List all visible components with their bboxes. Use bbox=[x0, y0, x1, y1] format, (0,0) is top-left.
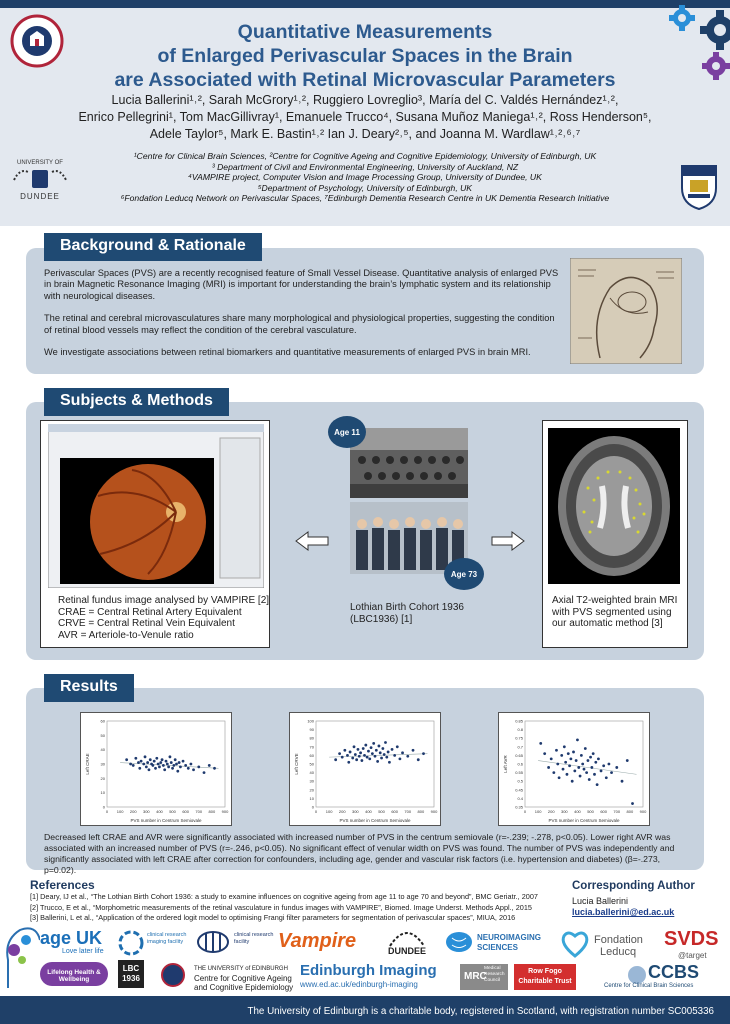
dundee-logo-text: DUNDEE bbox=[20, 192, 60, 201]
neuroimaging-logo-line-1: NEUROIMAGING bbox=[477, 933, 541, 942]
title-line-1: Quantitative Measurements bbox=[237, 21, 493, 43]
data-point bbox=[594, 761, 597, 764]
edinburgh-imaging-logo: Edinburgh Imaging bbox=[300, 962, 437, 979]
y-tick-label: 0.45 bbox=[515, 787, 523, 793]
y-tick-label: 80 bbox=[309, 735, 314, 741]
data-point bbox=[192, 768, 195, 771]
data-point bbox=[579, 775, 582, 778]
data-point bbox=[360, 759, 363, 762]
crf-logo-icon bbox=[196, 930, 230, 954]
gears-icon bbox=[660, 4, 730, 84]
y-tick-label: 0.8 bbox=[517, 727, 523, 733]
data-point bbox=[543, 752, 546, 755]
data-point bbox=[608, 763, 611, 766]
data-point bbox=[422, 752, 425, 755]
data-point bbox=[384, 741, 387, 744]
age-73-badge: Age 73 bbox=[444, 558, 484, 590]
data-point bbox=[631, 802, 634, 805]
y-tick-label: 100 bbox=[307, 718, 314, 724]
y-tick-label: 0.5 bbox=[517, 778, 523, 784]
data-point bbox=[178, 761, 181, 764]
trend-line bbox=[329, 754, 427, 757]
affiliations bbox=[60, 151, 670, 204]
brain-mri-image bbox=[548, 428, 680, 584]
data-point bbox=[155, 757, 158, 760]
university-of-edinburgh-logo bbox=[10, 12, 64, 70]
corresponding-author-name: Lucia Ballerini bbox=[572, 896, 629, 906]
authors-line-2: Enrico Pellegrini¹, Tom MacGillivray¹, Emanuele Trucco⁴, Susana Muñoz Maniega¹˒², Ross Henderson⁵, bbox=[78, 110, 652, 124]
data-point bbox=[563, 745, 566, 748]
corresponding-author-email[interactable]: lucia.ballerini@ed.ac.uk bbox=[572, 907, 675, 917]
data-point bbox=[396, 745, 399, 748]
data-point bbox=[145, 765, 148, 768]
data-point bbox=[175, 763, 178, 766]
dundee-arch-icon bbox=[386, 926, 428, 948]
cohort-caption-line-1: Lothian Birth Cohort 1936 bbox=[350, 602, 464, 613]
background-paragraph-3: We investigate associations between retinal biomarkers and quantitative measurements of enlarged PVS in brain MRI. bbox=[44, 347, 531, 358]
y-tick-label: 50 bbox=[309, 761, 314, 767]
data-point bbox=[393, 754, 396, 757]
x-tick-label: 700 bbox=[404, 809, 412, 814]
background-text bbox=[44, 268, 559, 369]
data-point bbox=[171, 767, 174, 770]
svds-logo: SVDS bbox=[664, 928, 719, 950]
y-tick-label: 10 bbox=[309, 795, 314, 801]
university-of-dundee-logo bbox=[8, 160, 72, 210]
plot-area bbox=[316, 721, 434, 807]
x-tick-label: 200 bbox=[338, 809, 346, 814]
x-tick-label: 200 bbox=[547, 809, 555, 814]
x-tick-label: 300 bbox=[560, 809, 568, 814]
leducq-logo-line-1: Fondation bbox=[594, 934, 643, 946]
fundus-caption bbox=[58, 595, 269, 641]
data-point bbox=[179, 765, 182, 768]
data-point bbox=[576, 739, 579, 742]
university-crest-icon bbox=[680, 164, 718, 210]
crif-circle-icon bbox=[118, 930, 144, 956]
cohort-age-11-photo bbox=[350, 428, 468, 498]
data-point bbox=[573, 769, 576, 772]
y-axis-label: Left CRVE bbox=[294, 753, 299, 775]
dundee-crest-icon bbox=[8, 166, 72, 192]
data-point bbox=[567, 752, 570, 755]
ccace-logo-line-3: and Cognitive Epidemiology bbox=[194, 983, 294, 992]
data-point bbox=[581, 763, 584, 766]
reference-1: [1] Deary, IJ et al., “The Lothian Birth Cohort 1936: a study to examine influences on cognitive ageing from age 11 to age 70 and beyond”, BMC Geriatr., 2007 bbox=[30, 892, 538, 901]
data-point bbox=[560, 754, 563, 757]
data-point bbox=[610, 771, 613, 774]
x-tick-label: 200 bbox=[129, 809, 137, 814]
y-tick-label: 0.4 bbox=[517, 795, 523, 801]
data-point bbox=[592, 752, 595, 755]
y-tick-label: 10 bbox=[100, 790, 105, 796]
neuroimaging-brain-icon bbox=[444, 930, 474, 954]
fundus-caption-line-3: CRVE = Central Retinal Vein Equivalent bbox=[58, 618, 235, 629]
data-point bbox=[146, 761, 149, 764]
y-tick-label: 0.85 bbox=[515, 718, 523, 724]
data-point bbox=[388, 761, 391, 764]
cohort-caption bbox=[350, 602, 470, 625]
y-tick-label: 60 bbox=[100, 718, 105, 724]
y-axis-label: Left AVR bbox=[503, 755, 508, 773]
affiliation-4: ⁵Department of Psychology, University of Edinburgh, UK bbox=[257, 182, 473, 193]
age-uk-logo: age UK bbox=[40, 928, 103, 948]
data-point bbox=[349, 751, 352, 754]
data-point bbox=[558, 776, 561, 779]
data-point bbox=[569, 757, 572, 760]
data-point bbox=[589, 756, 592, 759]
ccace-logo-line-2: Centre for Cognitive Ageing bbox=[194, 974, 292, 983]
data-point bbox=[167, 765, 170, 768]
x-tick-label: 400 bbox=[156, 809, 163, 814]
data-point bbox=[621, 780, 624, 783]
data-point bbox=[137, 761, 140, 764]
data-point bbox=[626, 759, 629, 762]
data-point bbox=[374, 755, 377, 758]
ccbs-logo: CCBS bbox=[648, 962, 700, 982]
data-point bbox=[166, 763, 169, 766]
age-11-badge: Age 11 bbox=[328, 416, 366, 448]
data-point bbox=[341, 756, 344, 759]
footer-text: The University of Edinburgh is a charitable body, registered in Scotland, with registration number SC005336 bbox=[0, 996, 730, 1024]
x-tick-label: 400 bbox=[574, 809, 581, 814]
data-point bbox=[597, 757, 600, 760]
y-axis-label: Left CRAE bbox=[85, 753, 90, 775]
title-line-3: are Associated with Retinal Microvascular Parameters bbox=[114, 69, 616, 91]
data-point bbox=[568, 764, 571, 767]
data-point bbox=[203, 771, 206, 774]
data-point bbox=[208, 764, 211, 767]
neuroimaging-logo-line-2: SCIENCES bbox=[477, 943, 518, 952]
ccace-logo-line-1: THE UNIVERSITY of EDINBURGH bbox=[194, 966, 288, 972]
data-point bbox=[383, 753, 386, 756]
corresponding-author-heading: Corresponding Author bbox=[572, 880, 695, 892]
vampire-software-screenshot bbox=[48, 424, 264, 588]
x-tick-label: 400 bbox=[365, 809, 372, 814]
authors-line-1: Lucia Ballerini¹˒², Sarah McGrory¹˒², Ruggiero Lovreglio³, María del C. Valdés Hernández¹˒², bbox=[111, 93, 619, 107]
x-tick-label: 800 bbox=[417, 809, 425, 814]
data-point bbox=[213, 767, 216, 770]
data-point bbox=[129, 763, 132, 766]
data-point bbox=[144, 755, 147, 758]
lbc1936-logo: LBC 1936 bbox=[118, 960, 144, 988]
data-point bbox=[368, 757, 371, 760]
data-point bbox=[588, 778, 591, 781]
data-point bbox=[417, 758, 420, 761]
x-tick-label: 600 bbox=[182, 809, 190, 814]
data-point bbox=[391, 748, 394, 751]
data-point bbox=[580, 754, 583, 757]
edinburgh-seal-small-icon bbox=[160, 962, 186, 988]
data-point bbox=[593, 773, 596, 776]
data-point bbox=[362, 747, 365, 750]
mri-caption-line-2: with PVS segmented using bbox=[552, 606, 672, 618]
data-point bbox=[380, 757, 383, 760]
author-list bbox=[60, 92, 670, 143]
data-point bbox=[163, 768, 166, 771]
x-tick-label: 300 bbox=[142, 809, 150, 814]
x-axis-label: PVS number in Centrum Semiovale bbox=[339, 818, 411, 823]
data-point bbox=[555, 749, 558, 752]
x-tick-label: 100 bbox=[116, 809, 124, 814]
data-point bbox=[372, 742, 375, 745]
leducq-logo-line-2: Leducq bbox=[600, 946, 637, 958]
mrc-logo: MRC bbox=[460, 964, 508, 990]
data-point bbox=[584, 747, 587, 750]
y-tick-label: 20 bbox=[100, 775, 105, 781]
scatter-chart-left-crae bbox=[80, 712, 232, 826]
fundus-caption-line-2: CRAE = Central Retinal Artery Equivalent bbox=[58, 606, 242, 618]
affiliation-2: ³ Department of Civil and Environmental Engineering, University of Auckland, NZ bbox=[211, 161, 519, 172]
data-point bbox=[366, 756, 369, 759]
data-point bbox=[605, 776, 608, 779]
data-point bbox=[379, 751, 382, 754]
x-tick-label: 0 bbox=[523, 809, 527, 814]
x-tick-label: 100 bbox=[534, 809, 542, 814]
x-tick-label: 500 bbox=[587, 809, 594, 814]
data-point bbox=[187, 767, 190, 770]
data-point bbox=[566, 773, 569, 776]
data-point bbox=[363, 754, 366, 757]
edinburgh-imaging-url: www.ed.ac.uk/edinburgh-imaging bbox=[300, 980, 418, 989]
x-tick-label: 700 bbox=[613, 809, 621, 814]
age-uk-tagline: Love later life bbox=[62, 948, 104, 955]
x-axis-label: PVS number in Centrum Semiovale bbox=[548, 818, 620, 823]
data-point bbox=[585, 771, 588, 774]
data-point bbox=[149, 758, 152, 761]
x-tick-label: 500 bbox=[169, 809, 176, 814]
methods-heading: Subjects & Methods bbox=[44, 388, 229, 416]
data-point bbox=[375, 749, 378, 752]
x-tick-label: 100 bbox=[325, 809, 333, 814]
dundee-logo-top: UNIVERSITY OF bbox=[17, 160, 63, 166]
data-point bbox=[572, 751, 575, 754]
data-point bbox=[353, 745, 356, 748]
data-point bbox=[412, 749, 415, 752]
y-tick-label: 0.7 bbox=[517, 744, 523, 750]
poster-title bbox=[90, 20, 640, 92]
reference-3: [3] Ballerini, L et al., “Application of the ordered logit model to optimising Frangi filter parameters for segmentation of perivascular spaces”, MIUA, 2016 bbox=[30, 913, 516, 922]
data-point bbox=[354, 753, 357, 756]
data-point bbox=[381, 747, 384, 750]
data-point bbox=[159, 761, 162, 764]
authors-line-3: Adele Taylor⁵, Mark E. Bastin¹˒² Ian J. Deary²˒⁵, and Joanna M. Wardlaw¹˒²˒⁶˒⁷ bbox=[149, 127, 581, 141]
x-tick-label: 300 bbox=[351, 809, 359, 814]
y-tick-label: 70 bbox=[309, 744, 314, 750]
title-line-2: of Enlarged Perivascular Spaces in the Brain bbox=[157, 45, 573, 67]
data-point bbox=[162, 764, 165, 767]
data-point bbox=[347, 761, 350, 764]
dundee-sponsor-logo: DUNDEE bbox=[388, 946, 427, 956]
data-point bbox=[602, 764, 605, 767]
data-point bbox=[406, 755, 409, 758]
data-point bbox=[346, 754, 349, 757]
data-point bbox=[170, 761, 173, 764]
vampire-logo: Vampire bbox=[278, 930, 357, 952]
data-point bbox=[153, 760, 156, 763]
background-paragraph-2: The retinal and cerebral microvasculatures share many morphological and physiological properties, suggesting the condition of retinal blood vessels may reflect the condition of the cerebral vasculature. bbox=[44, 313, 555, 335]
background-paragraph-1: Perivascular Spaces (PVS) are a recently recognised feature of Small Vessel Disease. Quantitative analysis of enlarged PVS in brain Magnetic Resonance Imaging (MRI) is important for understanding the brain’s lymphatic system and its relationship with neurological diseases. bbox=[44, 268, 559, 301]
svds-logo-subtitle: @target bbox=[678, 951, 707, 960]
affiliation-1: ¹Centre for Clinical Brain Sciences, ²Centre for Cognitive Ageing and Cognitive Epidemiology, University of Edinburgh, UK bbox=[133, 151, 597, 161]
data-point bbox=[371, 752, 374, 755]
fundus-caption-line-4: AVR = Arteriole-to-Venule ratio bbox=[58, 629, 194, 641]
y-tick-label: 50 bbox=[100, 732, 105, 738]
y-tick-label: 30 bbox=[309, 778, 314, 784]
references-heading: References bbox=[30, 878, 95, 892]
data-point bbox=[184, 764, 187, 767]
data-point bbox=[539, 742, 542, 745]
affiliation-3: ⁴VAMPIRE project, Computer Vision and Image Processing Group, University of Dundee, UK bbox=[188, 172, 542, 183]
x-tick-label: 600 bbox=[600, 809, 608, 814]
mri-caption-line-3: our automatic method [3] bbox=[552, 618, 663, 629]
y-tick-label: 0.75 bbox=[515, 735, 523, 741]
x-tick-label: 800 bbox=[208, 809, 216, 814]
y-tick-label: 0.35 bbox=[515, 804, 523, 810]
x-tick-label: 700 bbox=[195, 809, 203, 814]
mri-caption-line-1: Axial T2-weighted brain MRI bbox=[552, 595, 678, 606]
results-heading: Results bbox=[44, 674, 134, 702]
x-tick-label: 0 bbox=[314, 809, 318, 814]
y-tick-label: 20 bbox=[309, 787, 314, 793]
results-text: Decreased left CRAE and AVR were significantly associated with increased number of PVS in the centrum semiovale (r=-.239; -.278, p<0.05). Lower right AVR was associated with an increased number of PVS (r=-.246, p<0.05). No significant effect of venular width on PVS was found. The number of PVS was independently and significantly associated with left CRAE after correction for confounders, including age, gender and vascular risk factors (i.e. hypertension and diabetes) (β=-.273, p=0.02). bbox=[44, 832, 675, 875]
reference-2: [2] Trucco, E et al., “Morphometric measurements of the retinal vasculature in fundus images with VAMPIRE”, Biomed. Image Underst. Methods Appl., 2015 bbox=[30, 902, 532, 912]
arrow-right-icon bbox=[490, 530, 526, 552]
header-strip bbox=[0, 0, 730, 8]
data-point bbox=[547, 766, 550, 769]
data-point bbox=[148, 768, 151, 771]
row-fogo-logo: Row Fogo Charitable Trust bbox=[514, 964, 576, 990]
data-point bbox=[564, 761, 567, 764]
data-point bbox=[359, 751, 362, 754]
y-tick-label: 0.55 bbox=[515, 770, 523, 776]
x-axis-label: PVS number in Centrum Semiovale bbox=[130, 818, 202, 823]
data-point bbox=[172, 764, 175, 767]
data-point bbox=[134, 757, 137, 760]
data-point bbox=[151, 764, 154, 767]
scatter-chart-left-avr bbox=[498, 712, 650, 826]
data-point bbox=[587, 759, 590, 762]
data-point bbox=[401, 751, 404, 754]
data-point bbox=[355, 758, 358, 761]
cohort-caption-line-2: (LBC1936) [1] bbox=[350, 613, 413, 625]
data-point bbox=[158, 765, 161, 768]
data-point bbox=[376, 760, 379, 763]
data-point bbox=[571, 780, 574, 783]
data-point bbox=[351, 757, 354, 760]
y-tick-label: 0 bbox=[102, 804, 105, 810]
data-point bbox=[165, 760, 168, 763]
data-point bbox=[577, 766, 580, 769]
mri-caption bbox=[552, 595, 677, 630]
data-point bbox=[161, 758, 164, 761]
x-tick-label: 600 bbox=[391, 809, 399, 814]
crf-logo: clinical research facility bbox=[234, 932, 274, 945]
data-point bbox=[138, 767, 141, 770]
data-point bbox=[169, 755, 172, 758]
data-point bbox=[157, 763, 160, 766]
data-point bbox=[358, 755, 361, 758]
data-point bbox=[174, 758, 177, 761]
fundus-caption-line-1: Retinal fundus image analysed by VAMPIRE [2] bbox=[58, 595, 270, 606]
y-tick-label: 40 bbox=[100, 747, 105, 753]
data-point bbox=[556, 763, 559, 766]
ccbs-logo-subtitle: Centre for Clinical Brain Sciences bbox=[604, 983, 694, 989]
data-point bbox=[575, 759, 578, 762]
gear-head-icon bbox=[0, 920, 40, 990]
data-point bbox=[590, 766, 593, 769]
x-tick-label: 800 bbox=[626, 809, 634, 814]
crif-logo: clinical research imaging facility bbox=[147, 932, 187, 945]
x-tick-label: 900 bbox=[221, 809, 229, 814]
y-tick-label: 0.65 bbox=[515, 752, 523, 758]
data-point bbox=[370, 746, 373, 749]
y-tick-label: 90 bbox=[309, 727, 314, 733]
y-tick-label: 40 bbox=[309, 770, 314, 776]
data-point bbox=[154, 767, 157, 770]
data-point bbox=[387, 751, 390, 754]
scatter-chart-left-crve bbox=[289, 712, 441, 826]
data-point bbox=[343, 749, 346, 752]
data-point bbox=[182, 760, 185, 763]
x-tick-label: 500 bbox=[378, 809, 385, 814]
data-point bbox=[334, 758, 337, 761]
data-point bbox=[596, 783, 599, 786]
data-point bbox=[357, 748, 360, 751]
y-tick-label: 60 bbox=[309, 752, 314, 758]
y-tick-label: 0.6 bbox=[517, 761, 523, 767]
data-point bbox=[125, 758, 128, 761]
data-point bbox=[399, 757, 402, 760]
data-point bbox=[562, 768, 565, 771]
x-tick-label: 900 bbox=[430, 809, 438, 814]
data-point bbox=[142, 763, 145, 766]
data-point bbox=[367, 750, 370, 753]
background-heading: Background & Rationale bbox=[44, 233, 262, 261]
leducq-heart-icon bbox=[558, 928, 592, 958]
data-point bbox=[385, 756, 388, 759]
x-tick-label: 900 bbox=[639, 809, 647, 814]
data-point bbox=[176, 770, 179, 773]
data-point bbox=[197, 765, 200, 768]
da-vinci-head-sketch-image bbox=[570, 258, 682, 364]
data-point bbox=[364, 744, 367, 747]
data-point bbox=[378, 745, 381, 748]
mrc-logo-subtitle: Medical Research Council bbox=[484, 966, 505, 983]
arrow-left-icon bbox=[294, 530, 330, 552]
references-list bbox=[30, 892, 560, 924]
data-point bbox=[615, 766, 618, 769]
y-tick-label: 0 bbox=[311, 804, 314, 810]
data-point bbox=[600, 769, 603, 772]
y-tick-label: 30 bbox=[100, 761, 105, 767]
lifelong-health-logo: Lifelong Health & Wellbeing bbox=[40, 962, 108, 986]
data-point bbox=[132, 764, 135, 767]
data-point bbox=[140, 760, 143, 763]
data-point bbox=[338, 752, 341, 755]
affiliation-5: ⁶Fondation Leducq Network on Perivascular Spaces, ⁷Edinburgh Dementia Research Centre in UK Dementia Research Initiative bbox=[120, 193, 610, 204]
x-tick-label: 0 bbox=[105, 809, 109, 814]
data-point bbox=[552, 771, 555, 774]
data-point bbox=[550, 757, 553, 760]
data-point bbox=[583, 768, 586, 771]
data-point bbox=[190, 763, 193, 766]
